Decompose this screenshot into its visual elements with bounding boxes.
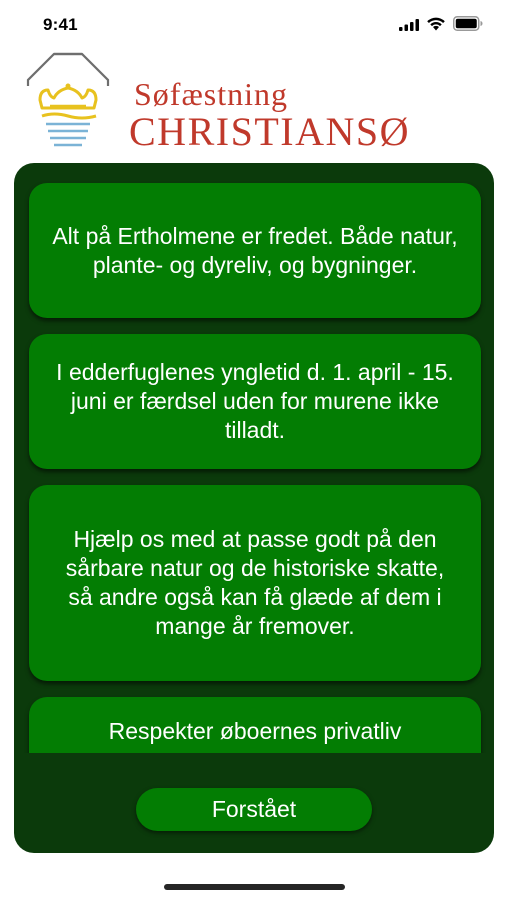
info-card-text: Respekter øboernes privatliv [108,718,402,744]
status-bar [0,0,507,50]
status-time: 9:41 [43,15,78,34]
battery-icon [453,16,483,31]
crown-house-waves-logo [24,50,132,154]
info-card [29,485,481,681]
confirm-button[interactable]: Forstået [136,788,372,831]
info-card-text: Alt på Ertholmene er fredet. Både natur, plante- og dyreliv, og bygninger. [52,222,458,278]
info-card-text: I edderfuglenes yngletid d. 1. april - 15. juni er færdsel uden for murene ikke tilladt. [56,359,454,443]
home-indicator[interactable] [164,884,345,890]
info-card [29,183,481,318]
info-card-text: Hjælp os med at passe godt på den sårbare natur og de historiske skatte, så andre også kan få glæde af dem i mange år fremover. [65,526,445,639]
header [0,50,507,162]
brand-title: CHRISTIANSØ [129,109,410,154]
cards-scroll-area[interactable] [14,163,494,753]
info-card [29,697,481,753]
wifi-icon [426,16,446,31]
signal-icon [399,19,419,31]
info-card [29,334,481,469]
rules-panel [14,163,494,853]
brand-subtitle: Søfæstning [134,76,289,112]
